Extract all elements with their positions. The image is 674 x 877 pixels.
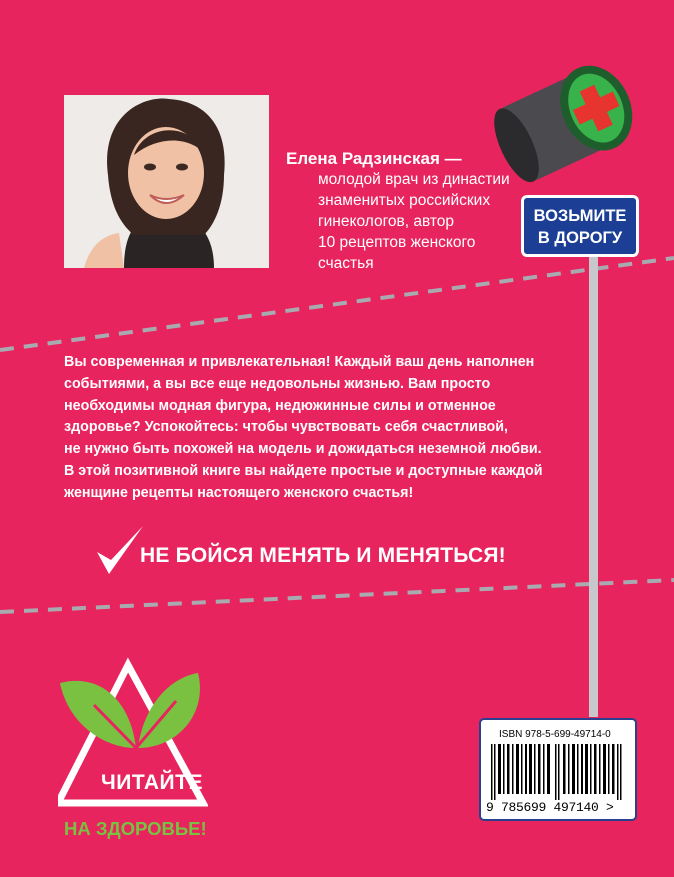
traffic-light-icon <box>480 55 640 185</box>
series-subtitle: НА ЗДОРОВЬЕ! <box>64 818 207 839</box>
sign-line-1: ВОЗЬМИТЕ <box>533 207 627 225</box>
annotation-line: здоровье? Успокойтесь: чтобы чувствовать себя счастливой, <box>64 419 509 436</box>
author-portrait-image <box>64 95 269 268</box>
annotation-line: женщине рецепты настоящего женского счастья! <box>64 484 414 501</box>
isbn-digits: 9 785699 497140 > <box>486 800 614 815</box>
barcode-bars <box>489 744 629 800</box>
annotation-line: не нужно быть похожей на модель и дожидаться неземной любви. <box>64 441 542 458</box>
annotation-text <box>64 352 624 505</box>
isbn-label: ISBN 978-5-699-49714-0 <box>499 729 611 740</box>
author-desc-line: гинекологов, автор <box>318 213 455 230</box>
road-sign <box>521 195 639 257</box>
author-desc-line: молодой врач из династии <box>318 171 510 188</box>
annotation-line: В этой позитивной книге вы найдете простые и доступные каждой <box>64 462 543 479</box>
author-desc-line: 10 рецептов женского <box>318 234 476 251</box>
series-title: ЧИТАЙТЕ <box>101 771 203 794</box>
checkmark-icon <box>95 524 145 576</box>
author-photo <box>64 95 269 268</box>
slogan: НЕ БОЙСЯ МЕНЯТЬ И МЕНЯТЬСЯ! <box>140 544 506 567</box>
author-desc-line: знаменитых российских <box>318 192 491 209</box>
author-desc-line: счастья <box>318 255 374 272</box>
sign-line-2: В ДОРОГУ <box>537 229 623 247</box>
isbn-barcode <box>479 718 637 821</box>
annotation-line: Вы современная и привлекательная! Каждый ваш день наполнен <box>64 354 535 370</box>
annotation-line: событиями, а вы все еще недовольны жизнью. Вам просто <box>64 375 491 392</box>
author-name: Елена Радзинская — <box>286 149 462 168</box>
annotation-line: необходимы модная фигура, недюжинные силы и отменное <box>64 397 496 414</box>
